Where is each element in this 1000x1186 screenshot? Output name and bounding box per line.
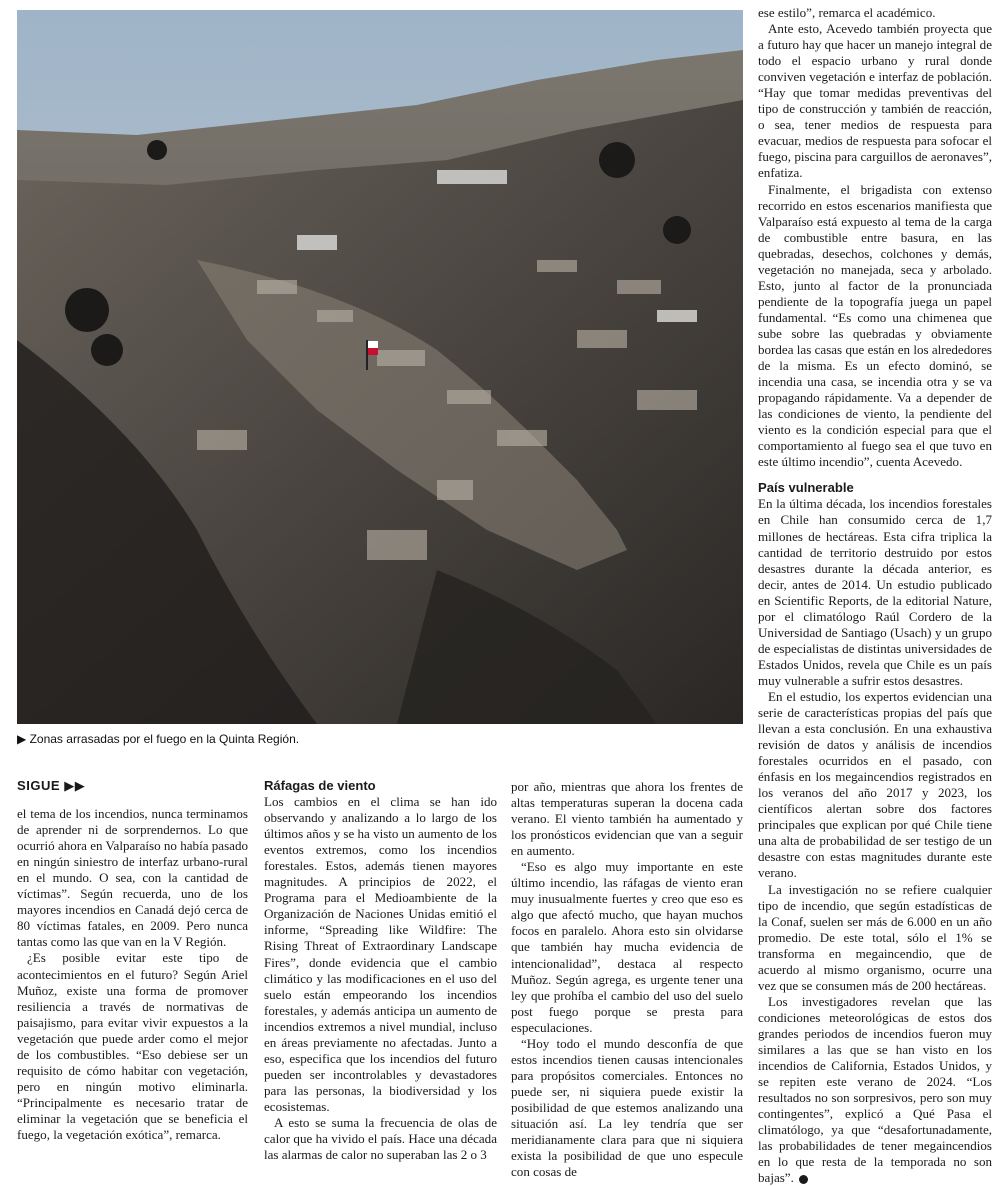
- paragraph: Finalmente, el brigadista con extenso recorrido en estos escenarios manifiesta que Valparaíso está expuesto al tema de la carga de combustible entre basura, en las quebradas, desechos, colchones y demás, vegetación no manejada, seca y arbolado. Esto, junto al factor de la pronunciada pendiente de la topografía juega un papel fundamental. “Es como una chimenea que sube sobre las quebradas y obviamente bordea las casas que están en los alrededores de la misma. Es un efecto dominó, se incendia una casa, se incendia otra y se va propagando rápidamente. Va a depender de las condiciones de viento, la pendiente del viento es la condición especial para que el comportamiento al fuego sea el que tuvo en este último incendio”, cuenta Acevedo.: [758, 181, 992, 470]
- photo-icon: [17, 10, 743, 724]
- paragraph: ¿Es posible evitar este tipo de acontecimientos en el futuro? Según Ariel Muñoz, existe una forma de promover resiliencia a través de normativas de paisajismo, para evitar vivir expuestos a la vegetación que puede arder como el mejor de los combustibles. “Eso debiese ser un requisito de cómo habitar con vegetación, pero en ningún motivo eliminarla. “Principalmente es necesario tratar de eliminar la vegetación que se beneficia el fuego, la vegetación exótica”, remarca.: [17, 950, 248, 1142]
- end-of-article-icon: [799, 1175, 808, 1184]
- paragraph: A esto se suma la frecuencia de olas de calor que ha vivido el país. Hace una década las alarmas de calor no superaban las 2 o 3: [264, 1114, 497, 1163]
- column-2: [264, 778, 497, 1163]
- caption-text: Zonas arrasadas por el fuego en la Quinta Región.: [29, 732, 300, 746]
- paragraph: por año, mientras que ahora los frentes de altas temperaturas superan la docena cada verano. El viento también ha aumentado y los pronósticos evidencian que van a seguir en aumento.: [511, 779, 743, 859]
- section-heading: Ráfagas de viento: [264, 778, 376, 793]
- photo-caption: [17, 731, 737, 747]
- column-3: [511, 779, 743, 1180]
- paragraph: [758, 994, 992, 1186]
- continued-marker: SIGUE ▶▶: [17, 778, 86, 793]
- paragraph: En la última década, los incendios forestales en Chile han consumido cerca de 1,7 millones de hectáreas. Esta cifra triplica la cantidad de territorio destruido por estos desastres durante la década anterior, es decir, antes de 2014. Un estudio publicado en Scientific Reports, de la editorial Nature, por el climatólogo Raúl Cordero de la Universidad de Santiago (Usach) y un grupo de especialistas de distintas universidades de Estados Unidos, revela que Chile es un país muy vulnerable a sufrir estos desastres.: [758, 496, 992, 688]
- paragraph: Los cambios en el clima se han ido observando y analizando a lo largo de los últimos años y se ha visto un aumento de los eventos extremos, como los incendios forestales. Estos, además tienen mayores magnitudes. A principios de 2022, el Programa para el Medioambiente de la Organización de Naciones Unidas emitió el informe, “Spreading like Wildfire: The Rising Threat of Extraordinary Landscape Fires”, donde evidencia que el cambio climático y las modificaciones en el uso del suelo están empeorando los incendios forestales, y además anticipa un aumento de incendios extremos a nivel mundial, incluso en áreas previamente no afectadas. Junto a eso, especifica que los incendios del futuro pueden ser incontrolables y devastadores para las personas, la biodiversidad y los ecosistemas.: [264, 794, 498, 1114]
- column-1: [17, 778, 248, 1143]
- paragraph-text: Los investigadores revelan que las condiciones meteorológicas de estos dos grandes periodos de incendios fueron muy similares a las que se han visto en los incendios de California, Estados Unidos, y se repiten este verano de 2024. “Los resultados no son sorpresivos, pero son muy contingentes”, explicó a Qué Pasa el climatólogo, ya que “desafortunadamente, las probabilidades de tener megaincendios en lo que resta de la temporada no son bajas”.: [758, 993, 992, 1186]
- paragraph: La investigación no se refiere cualquier tipo de incendio, que según estadísticas de la Conaf, suelen ser más de 6.000 en un año promedio. De este total, sólo el 1% se transforma en megaincendio, que de acuerdo al mismo organismo, ocurre una vez que se consumen más de 200 hectáreas.: [758, 881, 992, 993]
- paragraph: el tema de los incendios, nunca terminamos de aprender ni de sorprendernos. Lo que ocurrió ahora en Valparaíso no había pasado en ningún siniestro de interfaz urbano-rural en el mundo. O sea, con la cantidad de víctimas”. Según recuerda, uno de los mayores incendios en Canadá dejó cerca de 80 víctimas fatales, en 2009. Pero nunca tantas como las que van en la V Región.: [17, 806, 248, 950]
- paragraph: “Hoy todo el mundo desconfía de que estos incendios tienen causas intencionales para propósitos comerciales. Entonces no puede ser, ni siquiera puede existir la posibilidad de que estemos analizando una situación así. La ley tendría que ser meridianamente clara para que ni siquiera exista la posibilidad de que uno especule con cosas de: [511, 1035, 743, 1180]
- paragraph: En el estudio, los expertos evidencian una serie de características propias del país que llevan a esta conclusión. En una exhaustiva revisión de datos y análisis de incendios forestales ocurridos en el pasado, con énfasis en los megaincendios registrados en los veranos del año 2017 y 2023, los científicos alertan sobre dos factores principales que explican por qué Chile tiene una alta de probabilidad de ser testigo de un desastre con estas magnitudes durante este verano.: [758, 688, 992, 881]
- paragraph: Ante esto, Acevedo también proyecta que a futuro hay que hacer un manejo integral de todo el espacio urbano y rural donde conviven vegetación e interfaz de población. “Hay que tomar medidas preventivas del tipo de construcción y también de reacción, o sea, tener medios de respuesta para evacuar, medios de respuesta para sofocar el fuego, piscina para carguillos de aeronaves”, enfatiza.: [758, 21, 992, 181]
- paragraph: “Eso es algo muy importante en este último incendio, las ráfagas de viento eran muy inusualmente fuertes y creo que eso es algo que afectó mucho, que hayan muchos focos en paralelo. Ahora esto sin olvidarse que también hay mucha evidencia de intencionalidad”, destaca al respecto Muñoz. Según agrega, es urgente tener una ley que prohíba el cambio del uso del suelo post fuego porque se presta para especulaciones.: [511, 859, 743, 1035]
- caption-marker-icon: ▶: [17, 732, 27, 746]
- fire-aftermath-photo: [17, 10, 743, 724]
- paragraph: ese estilo”, remarca el académico.: [758, 5, 936, 20]
- column-4: [758, 5, 992, 1186]
- section-heading: País vulnerable: [758, 480, 854, 496]
